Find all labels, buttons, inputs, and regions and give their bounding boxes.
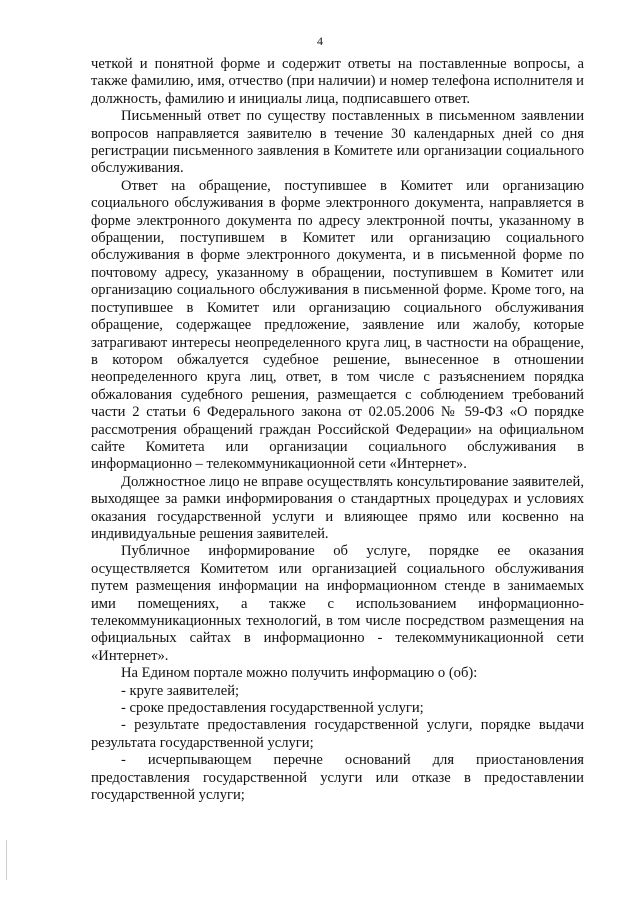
- scan-edge-mark: [6, 840, 7, 880]
- list-item: - сроке предоставления государственной услуги;: [121, 700, 424, 717]
- document-body: [91, 56, 584, 804]
- page-number: 4: [317, 34, 323, 48]
- list-item: - круге заявителей;: [121, 682, 240, 699]
- paragraph-answer-delivery: Ответ на обращение, поступившее в Комитет или организацию социального обслуживания в форме электронного документа, направляется в форме электронного документа по адресу электронной почты, указанному в обращении, поступившем в Комитет или организацию социального обслуживания в форме электронного документа, и в письменной форме по почтовому адресу, указанному в обращении, поступившем в Комитет или организацию социального обслуживания в письменной форме. Кроме того, на поступившее в Комитет или организацию социального обслуживания обращение, содержащее предложение, заявление или жалобу, которые затрагивают интересы неопределенного круга лиц, в частности на обращение, в котором обжалуется судебное решение, вынесенное в отношении неопределенного круга лиц, ответ, в том числе с разъяснением порядка обжалования судебного решения, размещается с соблюдением требований части 2 статьи 6 Федерального закона от 02.05.2006 № 59-ФЗ «О порядке рассмотрения обращений граждан Российской Федерации» на официальном сайте Комитета или организации социального обслуживания в информационно – телекоммуникационной сети «Интернет».: [91, 177, 584, 473]
- portal-info-list: [91, 683, 584, 805]
- paragraph-official-restrictions: Должностное лицо не вправе осуществлять консультирование заявителей, выходящее за рамки информирования о стандартных процедурах и условиях оказания государственной услуги и влияющее прямо или косвенно на индивидуальные решения заявителей.: [91, 473, 584, 542]
- paragraph-public-information: Публичное информирование об услуге, порядке ее оказания осуществляется Комитетом или организацией социального обслуживания путем размещения информации на информационном стенде в занимаемых ими помещениях, а также с использованием информационно-телекоммуникационных технологий, в том числе посредством размещения на официальных сайтах в информационно - телекоммуникационной сети «Интернет».: [91, 543, 584, 664]
- portal-list-intro: На Едином портале можно получить информацию о (об):: [121, 665, 478, 682]
- list-item: - исчерпывающем перечне оснований для приостановления предоставления государственной услуги или отказе в предоставлении государственной услуги;: [91, 752, 584, 804]
- paragraph-continued: четкой и понятной форме и содержит ответы на поставленные вопросы, а также фамилию, имя, отчество (при наличии) и номер телефона исполнителя и должность, фамилию и инициалы лица, подписавшего ответ.: [91, 56, 584, 107]
- list-item: - результате предоставления государственной услуги, порядке выдачи результата государственной услуги;: [91, 717, 584, 751]
- paragraph-written-answer-deadline: Письменный ответ по существу поставленных в письменном заявлении вопросов направляется заявителю в течение 30 календарных дней со дня регистрации письменного заявления в Комитете или организации социального обслуживания.: [91, 108, 584, 177]
